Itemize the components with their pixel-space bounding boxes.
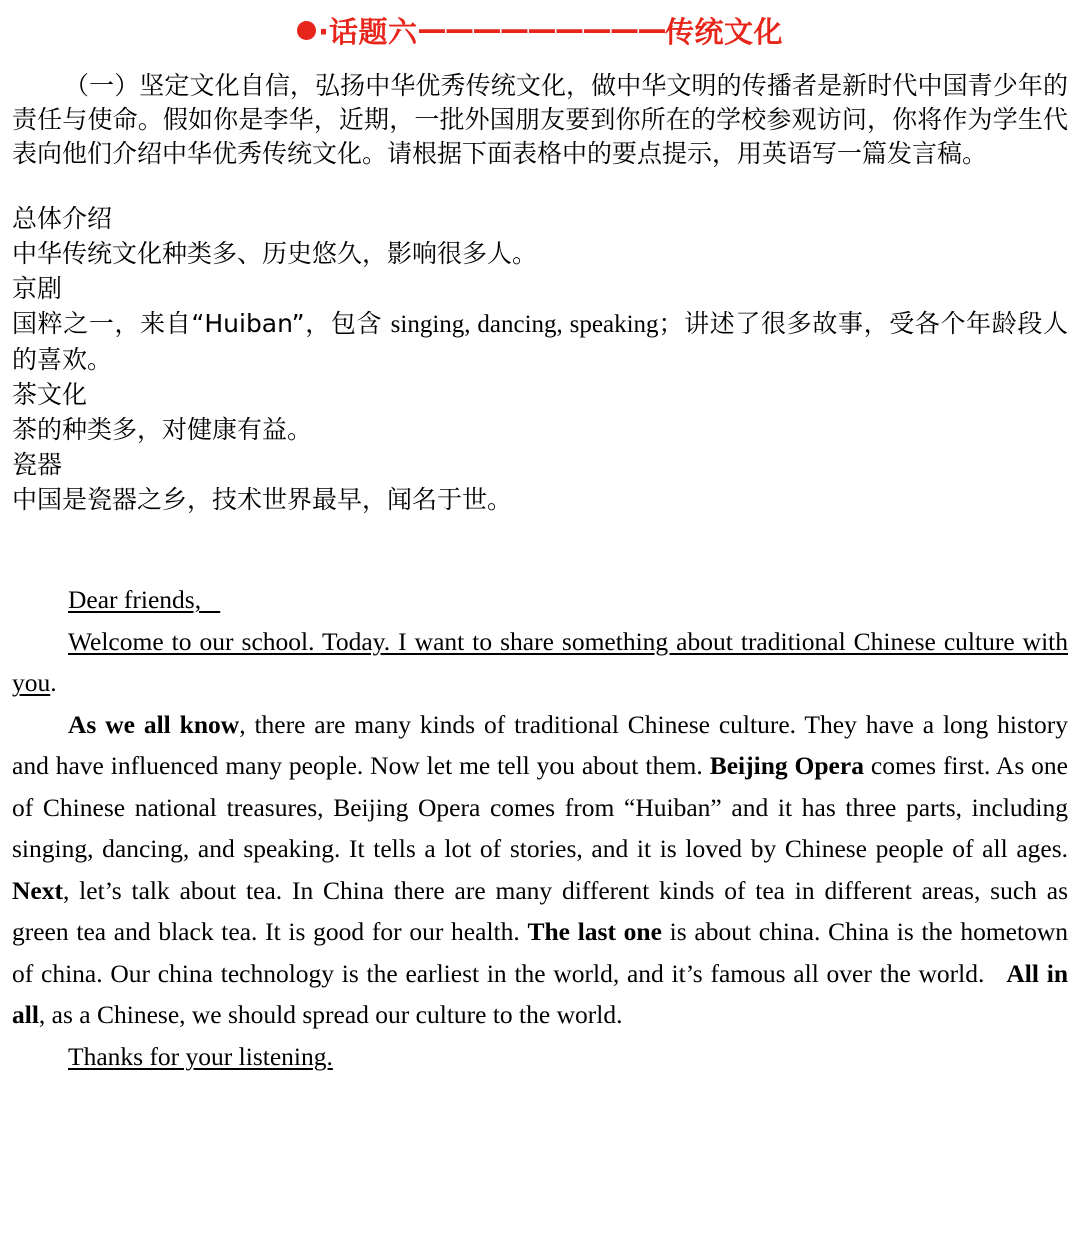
essay-bold-phrase-1: As we all know (68, 709, 240, 739)
essay-closing-text: Thanks for your listening. (68, 1041, 333, 1071)
essay-salutation-trailing-rule (201, 585, 220, 614)
essay-bold-phrase-2: Beijing Opera (709, 751, 864, 780)
outline-heading: 总体介绍 (12, 204, 113, 233)
outline-block (12, 201, 1068, 517)
essay-bold-phrase-5: All in all (12, 958, 1068, 1029)
outline-detail-text: 茶的种类多，对健康有益。 (12, 415, 313, 444)
essay-bold-phrase-4: The last one (527, 917, 662, 946)
outline-heading: 京剧 (12, 274, 63, 303)
outline-detail-text: 国粹之一，来自“Huiban”，包含 (12, 309, 391, 338)
essay-salutation (12, 579, 1068, 621)
outline-detail (12, 306, 1068, 377)
outline-heading: 茶文化 (12, 380, 88, 409)
outline-heading: 瓷器 (12, 450, 63, 479)
filled-circle-bullet-icon (297, 21, 316, 40)
essay-salutation-text: Dear friends, (68, 585, 202, 614)
prompt-paragraph: （一）坚定文化自信，弘扬中华优秀传统文化，做中华文明的传播者是新时代中国青少年的责任与使命。假如你是李华，近期，一批外国朋友要到你所在的学校参观访问，你将作为学生代表向他们介绍中华优秀传统文化。请根据下面表格中的要点提示，用英语写一篇发言稿。 (12, 71, 1068, 168)
essay-block (12, 579, 1068, 1077)
essay-body-text-2: comes first. As one of Chinese national treasures, Beijing Opera comes from “Huiban” and it has three parts, including singing, dancing, and speaking. It tells a lot of stories, and it is loved by Chinese people of all ages. (12, 751, 1068, 863)
outline-detail (12, 482, 1068, 517)
title-dashes: ————————— (417, 12, 666, 46)
title-subject: 传统文化 (665, 15, 784, 49)
essay-body-text-1: , there are many kinds of traditional Chinese culture. They have a long history and have influenced many people. Now let me tell you about them. (12, 709, 1068, 780)
outline-detail (12, 236, 1068, 271)
essay-opening-trailing: . (50, 668, 57, 697)
essay-bold-phrase-3: Next (12, 875, 63, 905)
essay-opening-underlined: Welcome to our school. Today. I want to share something about traditional Chinese culture with you (12, 626, 1068, 697)
outline-detail-english: singing, dancing, speaking (390, 311, 659, 338)
outline-detail-text: 中华传统文化种类多、历史悠久，影响很多人。 (12, 239, 538, 268)
outline-detail-text-tail: ；讲述了很多故事，受各个年龄段人的喜欢。 (12, 309, 1068, 374)
essay-body-text-5: , as a Chinese, we should spread our culture to the world. (38, 1000, 623, 1029)
essay-body-text-3: , let’s talk about tea. In China there are many different kinds of tea in different areas, such as green tea and black tea. It is good for our health. (12, 875, 1068, 946)
title-topic-label: 话题六 (329, 15, 418, 49)
essay-body-text-4: is about china. China is the hometown of china. Our china technology is the earliest in the world, and it’s famous all over the world. (12, 917, 1069, 988)
essay-opening-paragraph (12, 621, 1068, 704)
essay-body-paragraph (12, 704, 1068, 1036)
outline-detail (12, 412, 1068, 447)
page-title (0, 0, 1080, 47)
title-separator: · (317, 15, 329, 49)
outline-detail-text: 中国是瓷器之乡，技术世界最早，闻名于世。 (12, 485, 513, 514)
essay-closing (12, 1036, 1068, 1078)
